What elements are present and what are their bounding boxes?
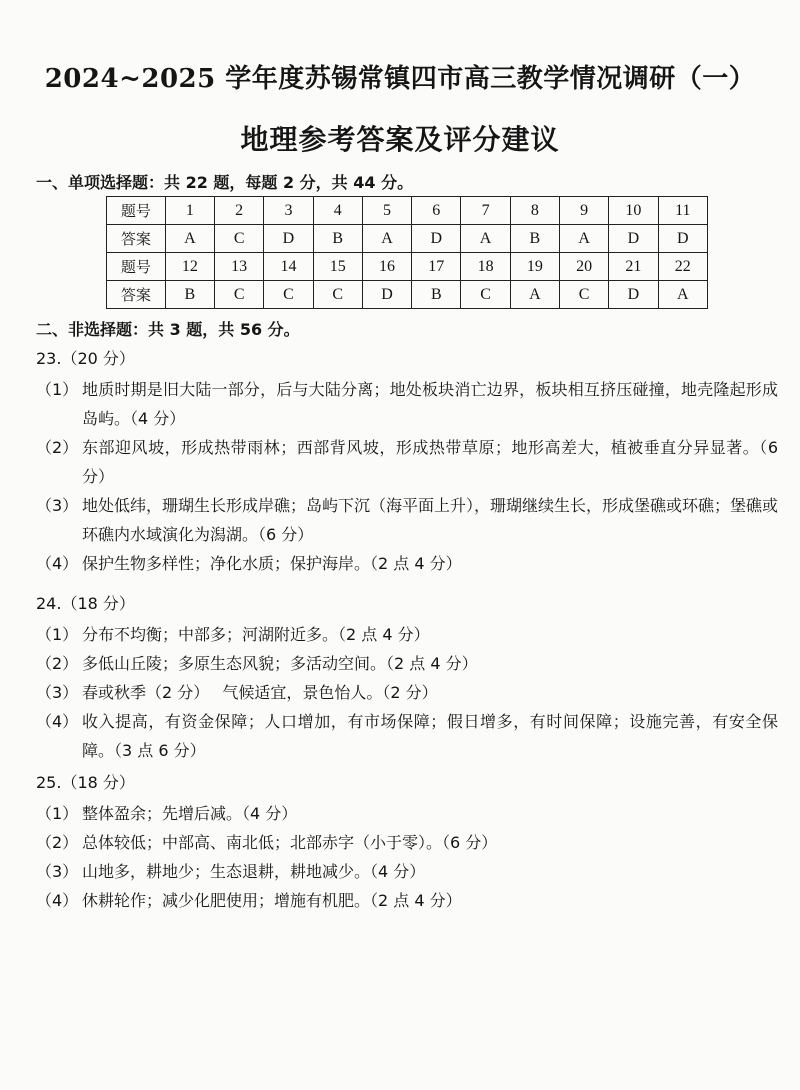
answer-item [36,857,778,886]
question-number-cell: 12 [165,253,214,281]
document-subtitle: 地理参考答案及评分建议 [240,123,560,156]
question-number-row-label: 题号 [107,197,166,225]
answer-cell: C [313,281,362,309]
question-heading: 23.（20 分） [36,349,135,368]
item-number: （3） [36,862,79,881]
question-number-cell: 6 [412,197,461,225]
question-number-cell: 15 [313,253,362,281]
question-number-cell: 22 [658,253,707,281]
question-number-cell: 1 [165,197,214,225]
item-text: 分布不均衡；中部多；河湖附近多。（2 点 4 分） [82,625,430,644]
answer-item [36,886,778,915]
item-text: 春或秋季（2 分） 气候适宜，景色怡人。（2 分） [82,683,438,702]
question-number-cell: 19 [510,253,559,281]
answer-cell: B [412,281,461,309]
answer-item [36,375,778,433]
question-number-cell: 9 [559,197,608,225]
item-text: 多低山丘陵；多原生态风貌；多活动空间。（2 点 4 分） [82,654,478,673]
answer-cell: C [215,281,264,309]
answer-cell: D [609,281,658,309]
answer-item [36,491,778,549]
question-number-cell: 20 [559,253,608,281]
item-number: （2） [36,438,79,457]
answer-item [36,799,778,828]
item-number: （2） [36,654,79,673]
question-heading: 24.（18 分） [36,594,135,613]
answer-item [36,649,778,678]
item-number: （4） [36,891,79,910]
answer-item [36,707,778,765]
answer-cell: D [362,281,411,309]
answer-row-label: 答案 [107,225,166,253]
answer-cell: D [609,225,658,253]
question-number-cell: 4 [313,197,362,225]
answer-cell: A [510,281,559,309]
answer-row [107,225,708,253]
item-number: （1） [36,625,79,644]
answer-cell: D [658,225,707,253]
answer-cell: C [461,281,510,309]
question-number-cell: 16 [362,253,411,281]
answer-cell: A [658,281,707,309]
question-number-cell: 11 [658,197,707,225]
exam-title: 2024~2025 学年度苏锡常镇四市高三教学情况调研（一） [44,64,756,94]
question-number-cell: 13 [215,253,264,281]
item-number: （1） [36,804,79,823]
item-text: 休耕轮作；减少化肥使用；增施有机肥。（2 点 4 分） [82,891,462,910]
answer-cell: B [313,225,362,253]
answer-cell: A [559,225,608,253]
answer-cell: B [510,225,559,253]
answer-cell: C [215,225,264,253]
item-text: 整体盈余；先增后减。（4 分） [82,804,298,823]
answer-item [36,620,778,649]
item-number: （1） [36,380,79,399]
answer-cell: D [264,225,313,253]
item-number: （3） [36,683,79,702]
answer-table [106,196,708,309]
question-number-cell: 2 [215,197,264,225]
section1-heading: 一、单项选择题：共 22 题，每题 2 分，共 44 分。 [36,173,414,192]
answer-cell: B [165,281,214,309]
question-number-cell: 5 [362,197,411,225]
answer-cell: C [559,281,608,309]
answer-item [36,433,778,491]
answer-item [36,678,778,707]
answer-cell: A [362,225,411,253]
item-number: （4） [36,712,79,731]
answer-cell: D [412,225,461,253]
question-number-row-label: 题号 [107,253,166,281]
question-number-cell: 7 [461,197,510,225]
item-number: （4） [36,554,79,573]
question-number-row [107,197,708,225]
question-number-row [107,253,708,281]
item-number: （2） [36,833,79,852]
item-text: 总体较低；中部高、南北低；北部赤字（小于零）。（6 分） [82,833,498,852]
item-text: 收入提高，有资金保障；人口增加，有市场保障；假日增多，有时间保障；设施完善，有安全保障。（3 点 6 分） [82,712,778,760]
answer-cell: A [165,225,214,253]
answer-row [107,281,708,309]
answer-cell: C [264,281,313,309]
item-number: （3） [36,496,79,515]
question-number-cell: 10 [609,197,658,225]
question-number-cell: 17 [412,253,461,281]
answer-item [36,828,778,857]
item-text: 东部迎风坡，形成热带雨林；西部背风坡，形成热带草原；地形高差大，植被垂直分异显著。（6 分） [82,438,778,486]
item-text: 地处低纬，珊瑚生长形成岸礁；岛屿下沉（海平面上升），珊瑚继续生长，形成堡礁或环礁；堡礁或环礁内水域演化为潟湖。（6 分） [82,496,779,544]
item-text: 地质时期是旧大陆一部分，后与大陆分离；地处板块消亡边界，板块相互挤压碰撞，地壳隆起形成岛屿。（4 分） [82,380,778,428]
question-number-cell: 21 [609,253,658,281]
answer-item [36,549,778,578]
question-number-cell: 8 [510,197,559,225]
answer-row-label: 答案 [107,281,166,309]
question-heading: 25.（18 分） [36,773,135,792]
item-text: 保护生物多样性；净化水质；保护海岸。（2 点 4 分） [82,554,462,573]
section2-heading: 二、非选择题：共 3 题，共 56 分。 [36,320,300,339]
question-number-cell: 3 [264,197,313,225]
question-number-cell: 18 [461,253,510,281]
item-text: 山地多，耕地少；生态退耕，耕地减少。（4 分） [82,862,426,881]
question-number-cell: 14 [264,253,313,281]
answer-cell: A [461,225,510,253]
